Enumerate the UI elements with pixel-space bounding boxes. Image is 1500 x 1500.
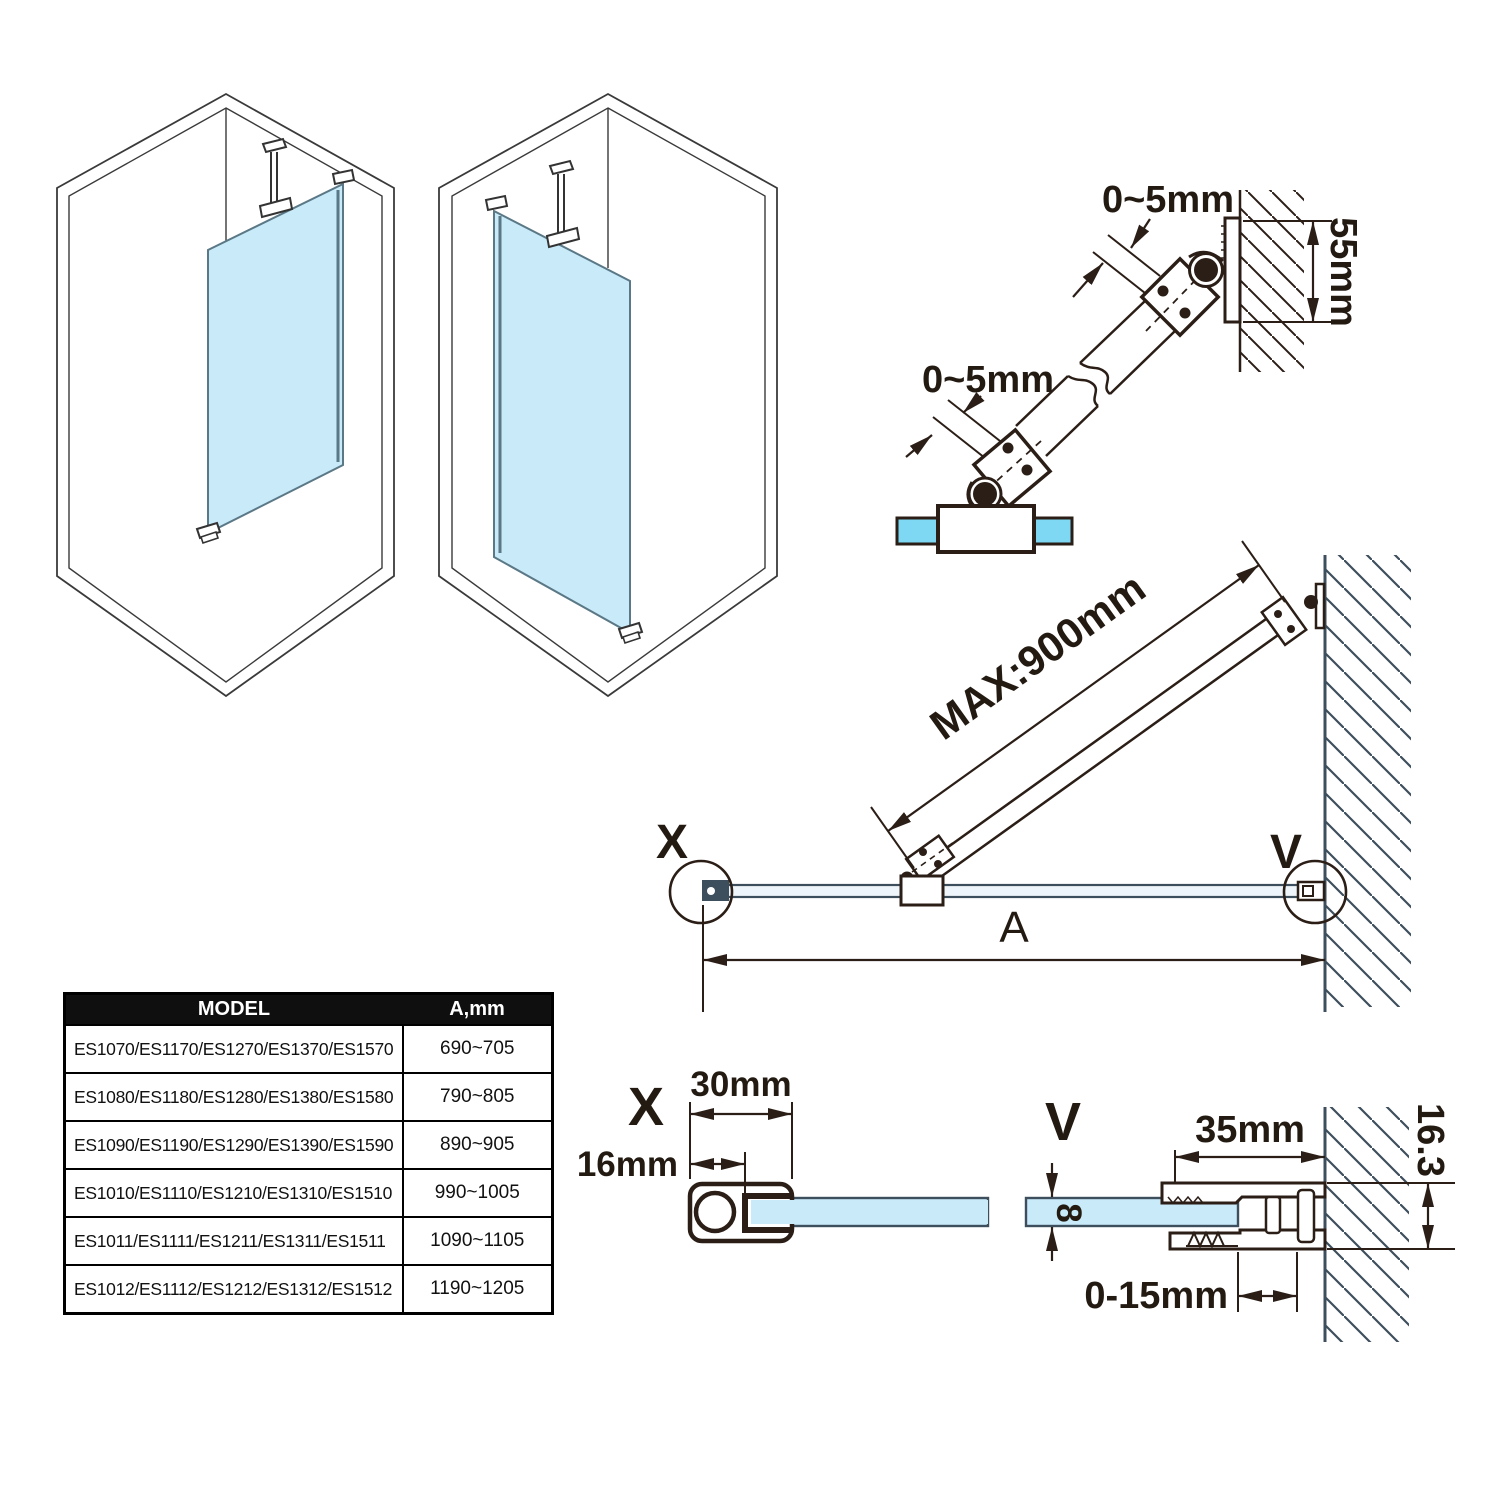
support-bar-edge-b	[928, 620, 1299, 886]
a-range: 690~705	[403, 1025, 553, 1073]
table-row	[65, 1073, 553, 1121]
support-bar-bracket-detail	[897, 179, 1364, 552]
model-codes: ES1010/ES1110/ES1210/ES1310/ES1510	[65, 1169, 403, 1217]
profile-width-dimension	[690, 1065, 792, 1179]
profile-width-label: 30mm	[690, 1065, 792, 1104]
detail-v	[1026, 1092, 1455, 1342]
glass-panel	[208, 184, 343, 533]
width-dimension	[703, 903, 1325, 1012]
isometric-view-left	[57, 94, 394, 696]
plate-height-label: 55mm	[1321, 217, 1364, 327]
model-codes: ES1070/ES1170/ES1270/ES1370/ES1570	[65, 1025, 403, 1073]
bar-glass-clamp	[547, 228, 579, 247]
isometric-view-right	[439, 94, 777, 696]
column-header-model: MODEL	[65, 994, 403, 1026]
pivot-ball	[1194, 258, 1218, 282]
a-range: 790~805	[403, 1073, 553, 1121]
glass-panel	[494, 211, 630, 633]
profile-inset-label: 16mm	[576, 1145, 678, 1184]
table-row	[65, 1025, 553, 1073]
end-profile-hole	[707, 887, 715, 895]
upper-clamp	[1142, 252, 1223, 335]
plan-view	[656, 541, 1411, 1012]
detail-marker-v: V	[1269, 826, 1303, 879]
table-row	[65, 1169, 553, 1217]
column-header-a-mm: A,mm	[403, 994, 553, 1026]
support-bar-edge-a	[916, 604, 1287, 870]
detail-v-title: V	[1044, 1092, 1082, 1152]
a-range: 1090~1105	[403, 1217, 553, 1265]
a-range: 1190~1205	[403, 1265, 553, 1314]
bar-length-dimension	[871, 541, 1285, 868]
wall-profile-inner	[1303, 886, 1313, 896]
glass-in-channel	[751, 1200, 988, 1224]
a-range: 890~905	[403, 1121, 553, 1169]
ceiling-bracket	[550, 161, 573, 174]
upper-gap-label: 0~5mm	[1101, 179, 1235, 221]
table-row	[65, 1265, 553, 1314]
adjustment-range-label: 0-15mm	[1084, 1275, 1228, 1317]
glass-top-view	[705, 885, 1325, 897]
glass-right	[1034, 518, 1072, 544]
wall-hatch	[1325, 555, 1411, 1007]
glass-thickness-dimension	[1049, 1163, 1088, 1261]
width-label: A	[999, 903, 1029, 952]
lower-gap-label: 0~5mm	[921, 359, 1055, 401]
detail-x	[577, 1065, 988, 1241]
lower-clamp	[968, 430, 1050, 510]
table-row	[65, 1217, 553, 1265]
model-codes: ES1012/ES1112/ES1212/ES1312/ES1512	[65, 1265, 403, 1314]
end-profile-cap	[702, 880, 729, 901]
bar-max-length-label: MAX:900mm	[921, 563, 1154, 749]
adjustment-range-dimension	[1084, 1252, 1297, 1317]
glass-clamp-body	[938, 506, 1034, 552]
glass-thickness-label: 8	[1048, 1203, 1088, 1223]
table-header-row	[65, 994, 553, 1026]
glass-clamp-assembly	[897, 506, 1072, 552]
profile-width-label: 35mm	[1195, 1109, 1305, 1151]
detail-x-title: X	[627, 1077, 665, 1137]
end-profile-tube	[696, 1193, 734, 1231]
pivot-ball	[973, 482, 997, 506]
wall-mount-plate	[1225, 218, 1240, 322]
model-codes: ES1011/ES1111/ES1211/ES1311/ES1511	[65, 1217, 403, 1265]
model-codes: ES1080/ES1180/ES1280/ES1380/ES1580	[65, 1073, 403, 1121]
profile-width-dimension	[1175, 1109, 1325, 1183]
model-codes: ES1090/ES1190/ES1290/ES1390/ES1590	[65, 1121, 403, 1169]
ceiling-bracket	[263, 139, 286, 152]
a-range: 990~1005	[403, 1169, 553, 1217]
profile-top-cap	[486, 196, 507, 210]
lower-adjustment-gap	[906, 359, 1054, 458]
profile-height-label: 16.3	[1408, 1103, 1451, 1177]
table-row	[65, 1121, 553, 1169]
wall-hatch	[1240, 190, 1304, 372]
model-table	[63, 992, 554, 1315]
wall-hatch	[1325, 1107, 1409, 1342]
detail-marker-x: X	[655, 816, 689, 869]
glass-left	[897, 518, 938, 544]
profile-top-cap	[333, 170, 354, 184]
bar-wall-bracket	[1262, 584, 1324, 645]
